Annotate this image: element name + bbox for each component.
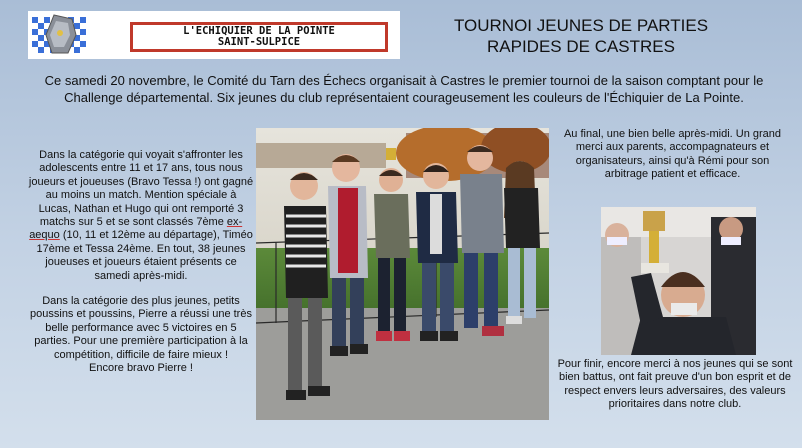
closing-paragraph: Pour finir, encore merci à nos jeunes qui se sont bien battus, ont fait preuve d'un bon esprit et de respect envers leurs adversaires, des valeurs prioritaires dans notre club.	[557, 358, 793, 411]
club-name-banner	[130, 22, 388, 52]
young-text-end: Encore bravo Pierre !	[89, 362, 193, 375]
teens-category-paragraph	[28, 149, 254, 283]
young-text: Dans la catégorie des plus jeunes, petits poussins et poussins, Pierre a réussi une très belle performance avec 5 victoires en 5 parties. Pour une première participation à la compétition, difficile de faire mieux !	[30, 295, 252, 361]
title-line2: RAPIDES DE CASTRES	[487, 37, 675, 56]
teens-text-a: Dans la catégorie qui voyait s'affronter les adolescents entre 11 et 17 ans, tous nous joueurs et joueuses (Bravo Tessa !) ont gagné au moins un match. Mention spéciale à Lucas, Nathan et Hugo qui ont remporté 3 matchs sur 5 et se sont classés 7ème	[28, 149, 254, 229]
trophy-photo-image	[601, 207, 756, 355]
young-category-paragraph	[28, 295, 254, 375]
club-name-line1: L'ECHIQUIER DE LA POINTE	[183, 25, 335, 37]
intro-paragraph: Ce samedi 20 novembre, le Comité du Tarn des Échecs organisait à Castres le premier tournoi de la saison comptant pour le Challenge départemental. Six jeunes du club représentaient courageusement les couleurs de l'Échiquier de La Pointe.	[44, 73, 764, 105]
thanks-paragraph: Au final, une bien belle après-midi. Un grand merci aux parents, accompagnateurs et organisateurs, ainsi qu'à Rémi pour son arbitrage patient et efficace.	[563, 128, 782, 181]
page-title	[426, 15, 736, 57]
group-photo-image	[256, 128, 549, 420]
trophy-photo	[601, 207, 756, 355]
club-logo	[28, 11, 400, 59]
title-line1: TOURNOI JEUNES DE PARTIES	[453, 16, 709, 35]
group-photo	[256, 128, 549, 420]
chessboard-logo-icon	[32, 13, 90, 57]
ex-aequo-word: ex-aequo	[29, 216, 243, 242]
club-name-line2: SAINT-SULPICE	[217, 36, 301, 48]
left-column	[28, 149, 254, 388]
teens-text-b: (10, 11 et 12ème au départage), Timéo 17ème et Tessa 24ème. En tout, 38 jeunes joueuses et joueurs étaient présents ce samedi après-midi.	[36, 229, 253, 282]
